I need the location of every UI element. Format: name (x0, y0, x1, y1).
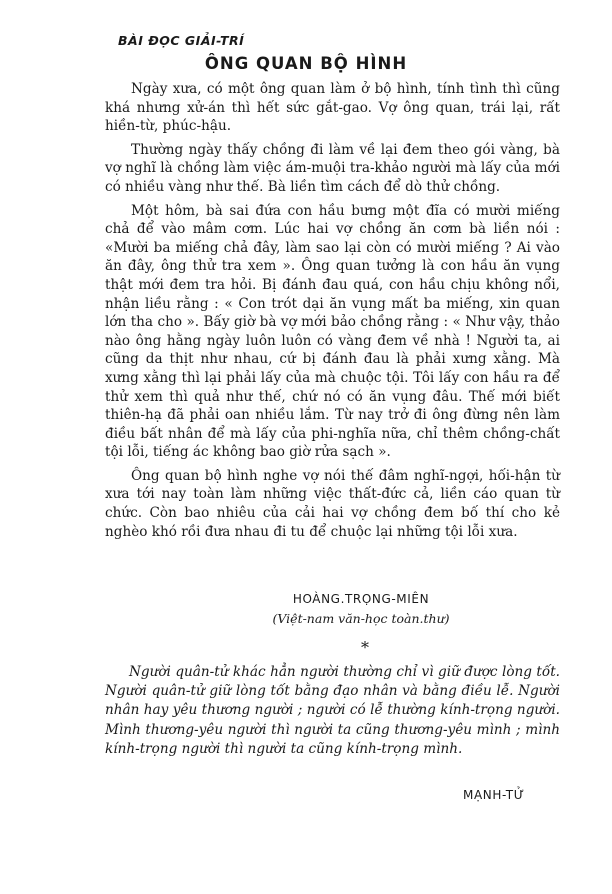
story-body (105, 80, 560, 546)
story-paragraph: Ông quan bộ hình nghe vợ nói thế đâm nghĩ-ngợi, hối-hận từ xưa tới nay toàn làm những việc thất-đức cả, liền cáo quan từ chức. Còn bao nhiêu của cải hai vợ chồng đem bố thí cho kẻ nghèo khó rồi đưa nhau đi tu để chuộc lại những tội lỗi xưa. (105, 467, 560, 540)
story-paragraph: Ngày xưa, có một ông quan làm ở bộ hình, tính tình thì cũng khá nhưng xử-án thì hết sức gắt-gao. Vợ ông quan, trái lại, rất hiền-từ, phúc-hậu. (105, 81, 560, 135)
section-label: BÀI ĐỌC GIẢI-TRÍ (118, 33, 245, 48)
story-source: (Việt-nam văn-học toàn.thư) (272, 611, 450, 626)
story-paragraph: Một hôm, bà sai đứa con hầu bưng một đĩa có mười miếng chả để vào mâm cơm. Lúc hai vợ chồng ăn cơm bà liền nói : «Mười ba miếng chả đây, làm sao lại còn có mười miếng ? Ai vào ăn đây, ông thử tra xem ». Ông quan tưởng là con hầu ăn vụng thật mới đem tra hỏi. Bị đánh đau quá, con hầu chịu không nổi, nhận liều rằng : « Con trót dại ăn vụng mất ba miếng, xin quan lớn tha cho ». Bấy giờ bà vợ mới bảo chồng rằng : « Như vậy, thảo nào ông hằng ngày luôn luôn có vàng đem về nhà ! Người ta, ai cũng da thịt như nhau, cứ bị đánh đau là phải xưng xằng. Mà xưng xằng thì lại phải lấy của mà chuộc tội. Tôi lấy con hầu ra để thử xem thì quả như thế, chứ nó có ăn vụng đâu. Thế mới biết thiên-hạ đã phải oan nhiều lắm. Từ nay trở đi ông đừng nên làm điều bất nhân để mà lấy của phi-nghĩa nữa, chỉ thêm chồng-chất tội lỗi, tiếng ác không bao giờ rửa sạch ». (105, 202, 560, 461)
story-title: ÔNG QUAN BỘ HÌNH (204, 54, 408, 73)
story-author: HOÀNG.TRỌNG-MIÊN (292, 592, 430, 606)
quote-author: MẠNH-TỬ (463, 788, 525, 802)
quote-text: Người quân-tử khác hẳn người thường chỉ vì giữ được lòng tốt. Người quân-tử giữ lòng tốt bằng đạo nhân và bằng điều lễ. Người nhân hay yêu thương người ; người có lễ thường kính-trọng người. Mình thương-yêu người thì người ta cũng thương-yêu mình ; mình kính-trọng người thì người ta cũng kính-trọng mình. (105, 664, 560, 757)
story-paragraph: Thường ngày thấy chồng đi làm về lại đem theo gói vàng, bà vợ nghĩ là chồng làm việc ám-muội tra-khảo người mà lấy của mới có nhiều vàng như thế. Bà liền tìm cách để dò thử chồng. (105, 141, 560, 195)
section-separator: * (361, 638, 369, 657)
